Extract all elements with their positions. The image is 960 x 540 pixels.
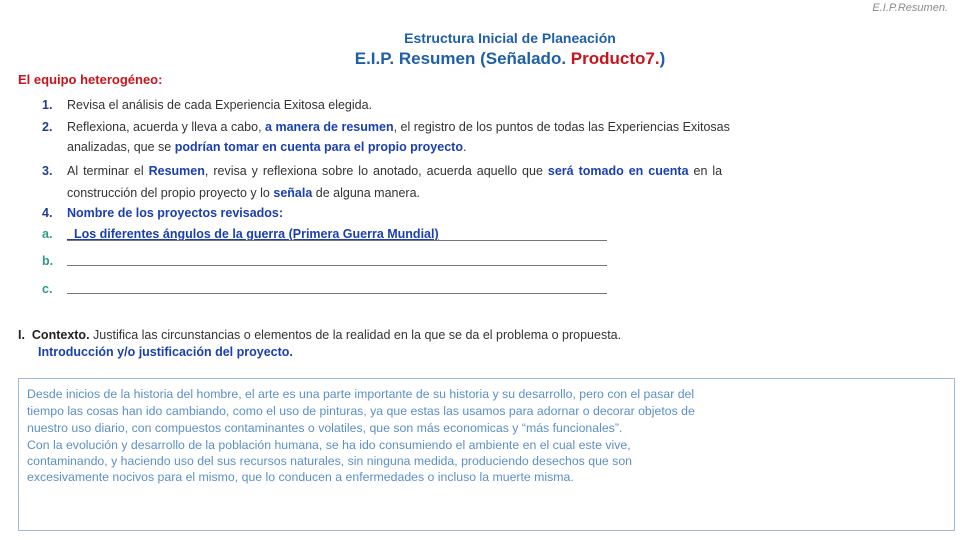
text-seg: Al terminar el — [67, 164, 149, 178]
text-bold: Resumen — [148, 164, 205, 178]
section-text: Justifica las circunstancias o elementos de la realidad en la que se da el problema o propuesta. — [89, 328, 622, 342]
answer-line: excesivamente nocivos para el mismo, que lo conducen a enfermedades o incluso la muerte misma. — [27, 470, 574, 484]
item-3-text-cont — [67, 186, 420, 200]
text-seg: . — [462, 140, 467, 154]
project-b-label: b. — [42, 254, 54, 268]
text-seg: , revisa y reflexiona sobre lo anotado, acuerda aquello que — [204, 164, 548, 178]
text-seg: Reflexiona, acuerda y lleva a cabo, — [67, 120, 266, 134]
project-a-label: a. — [42, 227, 53, 241]
subtitle-main: E.I.P. Resumen (Señalado. — [354, 49, 571, 68]
subtitle-end: ) — [659, 49, 666, 68]
text-seg: en la — [688, 164, 723, 178]
answer-line: contaminando, y haciendo uso del sus recursos naturales, sin ninguna medida, produciendo desechos que son — [27, 454, 632, 468]
text-seg: analizadas, que se — [67, 140, 175, 154]
project-b-field[interactable] — [67, 265, 607, 266]
text-bold: será tomado en cuenta — [547, 164, 689, 178]
item-1-text: Revisa el análisis de cada Experiencia Exitosa elegida. — [67, 98, 373, 112]
section-context — [18, 328, 621, 342]
text-seg: construcción del propio proyecto y lo — [67, 186, 274, 200]
section-numeral: I. — [18, 328, 25, 342]
answer-line: tiempo las cosas han ido cambiando, como el uso de pinturas, ya que estas las usamos para adornar o decorar objetos de — [27, 404, 695, 418]
item-3-text — [67, 164, 722, 178]
header-label: E.I.P.Resumen. — [872, 2, 948, 14]
item-2-text-cont — [67, 140, 466, 154]
text-bold: señala — [273, 186, 313, 200]
subtitle-product: Producto7. — [570, 49, 660, 68]
text-bold: podrían tomar en cuenta para el propio proyecto — [174, 140, 463, 154]
team-heading: El equipo heterogéneo: — [18, 72, 163, 87]
item-4-text: Nombre de los proyectos revisados: — [67, 206, 284, 220]
answer-line: Con la evolución y desarrollo de la población humana, se ha ido consumiendo el ambiente en el cual este vive, — [27, 438, 631, 452]
answer-line: nuestro uso diario, con compuestos contaminantes o volatiles, que son más economicas y “más funcionales”. — [27, 421, 623, 435]
document-title: Estructura Inicial de Planeación — [404, 30, 616, 46]
project-a-line — [67, 240, 607, 241]
item-number: 1. — [42, 98, 53, 112]
answer-line: Desde inicios de la historia del hombre, el arte es una parte importante de su historia y su desarrollo, pero con el pasar del — [27, 387, 695, 401]
project-c-field[interactable] — [67, 293, 607, 294]
section-key: Contexto. — [31, 328, 90, 342]
text-bold: a manera de resumen — [265, 120, 394, 134]
item-number: 2. — [42, 120, 53, 134]
document-subtitle — [0, 49, 960, 69]
section-intro-heading: Introducción y/o justificación del proyecto. — [38, 345, 293, 359]
text-seg: , el registro de los puntos de todas las Experiencias Exitosas — [393, 120, 730, 134]
text-seg: de alguna manera. — [312, 186, 421, 200]
item-number: 4. — [42, 206, 53, 220]
item-2-text — [67, 120, 730, 134]
project-c-label: c. — [42, 282, 53, 296]
project-a-field[interactable]: _Los diferentes ángulos de la guerra (Primera Guerra Mundial) — [67, 227, 439, 241]
item-number: 3. — [42, 164, 53, 178]
